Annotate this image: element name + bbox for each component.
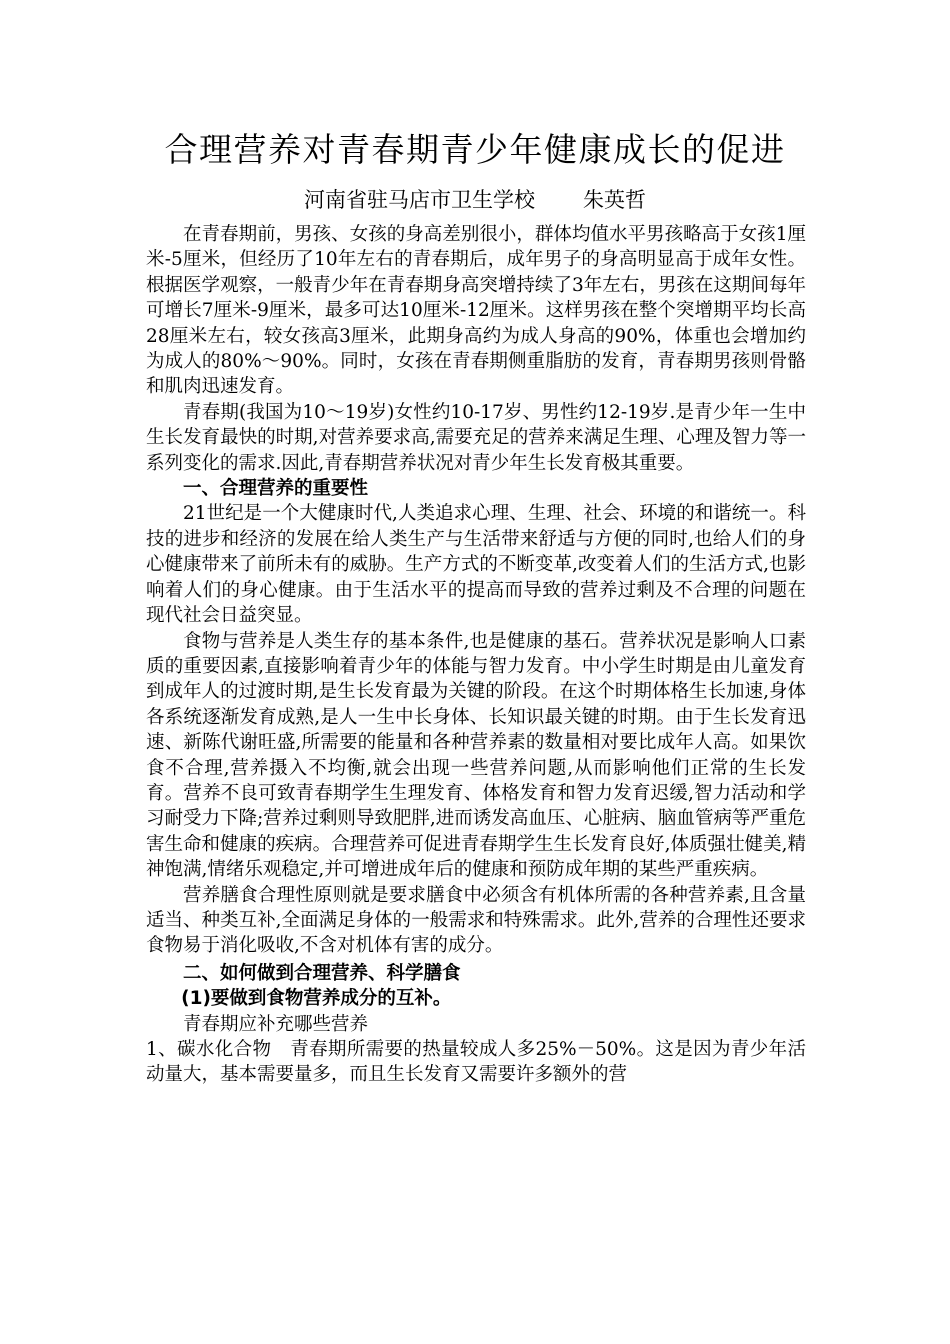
author-line [0,183,950,217]
document-body [146,222,806,1088]
author-organization: 河南省驻马店市卫生学校 [304,188,535,212]
section-heading-1: 一、合理营养的重要性 [183,478,369,500]
paragraph-1: 在青春期前，男孩、女孩的身高差别很小，群体均值水平男孩略高于女孩1厘米-5厘米，但经历了10年左右的青春期后，成年男子的身高明显高于成年女性。根据医学观察，一般青少年在青春期身高突增持续了3年左右，男孩在这期间每年可增长7厘米-9厘米，最多可达10厘米-12厘米。这样男孩在整个突增期平均长高28厘米左右，较女孩高3厘米，此期身高约为成人身高的90%，体重也会增加约为成人的80%～90%。同时，女孩在青春期侧重脂肪的发育，青春期男孩则骨骼和肌肉迅速发育。 [146,224,806,398]
subsection-heading-1: (1)要做到食物营养成分的互补。 [181,988,452,1010]
paragraph-2: 青春期(我国为10～19岁)女性约10-17岁、男性约12-19岁.是青少年一生中生长发育最快的时期,对营养要求高,需要充足的营养来满足生理、心理及智力等一系列变化的需求.因此,青春期营养状况对青少年生长发育极其重要。 [146,401,806,474]
paragraph-6: 青春期应补充哪些营养 [183,1013,369,1035]
document-title: 合理营养对青春期青少年健康成长的促进 [164,130,786,169]
paragraph-5: 营养膳食合理性原则就是要求膳食中必须含有机体所需的各种营养素,且含量适当、种类互补,全面满足身体的一般需求和特殊需求。此外,营养的合理性还要求食物易于消化吸收,不含对机体有害的成分。 [146,884,806,957]
paragraph-4: 食物与营养是人类生存的基本条件,也是健康的基石。营养状况是影响人口素质的重要因素,直接影响着青少年的体能与智力发育。中小学生时期是由儿童发育到成年人的过渡时期,是生长发育最为关键的阶段。在这个时期体格生长加速,身体各系统逐渐发育成熟,是人一生中长身体、长知识最关键的时期。由于生长发育迅速、新陈代谢旺盛,所需要的能量和各种营养素的数量相对要比成年人高。如果饮食不合理,营养摄入不均衡,就会出现一些营养问题,从而影响他们正常的生长发育。营养不良可致青春期学生生理发育、体格发育和智力发育迟缓,智力活动和学习耐受力下降;营养过剩则导致肥胖,进而诱发高血压、心脏病、脑血管病等严重危害生命和健康的疾病。合理营养可促进青春期学生生长发育良好,体质强壮健美,精神饱满,情绪乐观稳定,并可增进成年后的健康和预防成年期的某些严重疾病。 [146,630,806,881]
section-heading-2: 二、如何做到合理营养、科学膳食 [183,962,461,984]
paragraph-3: 21世纪是一个大健康时代,人类追求心理、生理、社会、环境的和谐统一。科技的进步和经济的发展在给人类生产与生活带来舒适与方便的同时,也给人们的身心健康带来了前所未有的威胁。生产方式的不断变革,改变着人们的生活方式,也影响着人们的身心健康。由于生活水平的提高而导致的营养过剩及不合理的问题在现代社会日益突显。 [146,503,806,627]
author-name: 朱英哲 [583,188,646,212]
paragraph-7: 1、碳水化合物 青春期所需要的热量较成人多25%－50%。这是因为青少年活动量大，基本需要量多，而且生长发育又需要许多额外的营 [146,1039,806,1086]
